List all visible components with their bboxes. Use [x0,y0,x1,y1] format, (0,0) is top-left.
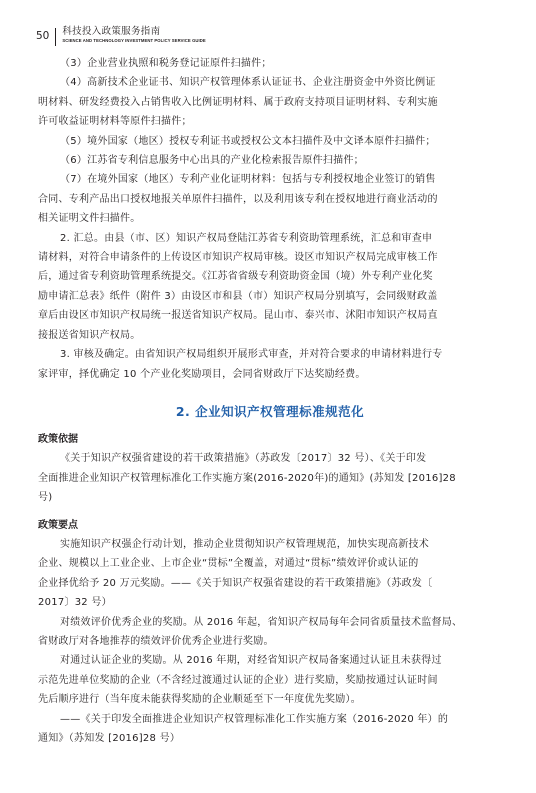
text-line: 省财政厅对各地推荐的绩效评价优秀企业进行奖励。 [38,635,274,647]
text-line: 2. 汇总。由县（市、区）知识产权局登陆江苏省专利资助管理系统，汇总和审查申 [60,232,433,244]
text-line: 企业、规模以上工业企业、上市企业“贯标”全覆盖，对通过“贯标”绩效评价或认证的 [38,558,419,570]
header-text [62,26,205,44]
text-line: （4）高新技术企业证书、知识产权管理体系认证证书、企业注册资金中外资比例证 [60,77,436,89]
text-line: 对通过认证企业的奖励。从 2016 年期，对经省知识产权局备案通过认证且未获得过 [60,655,442,667]
text-line: 章后由设区市知识产权局统一报送省知识产权局。昆山市、泰兴市、沭阳市知识产权局直 [38,310,438,322]
text-line: （5）境外国家（地区）授权专利证书或授权公文本扫描件及中文译本原件扫描件； [60,135,436,147]
text-line: 实施知识产权强企行动计划，推动企业贯彻知识产权管理规范，加快实现高新技术 [60,538,429,550]
policy-points-label: 政策要点 [38,519,78,531]
text-line: 通知》（苏知发 [2016]28 号） [38,733,181,744]
text-line: 企业择优给予 20 万元奖励。——《关于知识产权强省建设的若干政策措施》（苏政发〔 [38,577,433,589]
text-line: 号) [38,492,53,504]
policy-basis-label: 政策依据 [38,433,78,445]
text-line: 3. 审核及确定。由省知识产权局组织开展形式审查，并对符合要求的申请材料进行专 [60,349,443,361]
text-line: 《关于知识产权强省建设的若干政策措施》（苏政发〔2017〕32 号）、《关于印发 [60,453,427,465]
page-header [36,26,206,50]
text-line: （7）在境外国家（地区）专利产业化证明材料：包括与专利授权地企业签订的销售 [60,174,436,186]
running-title: 科技投入政策服务指南 [62,26,161,37]
text-line: 合同、专利产品出口授权地报关单原件扫描件，以及利用该专利在授权地进行商业活动的 [38,193,438,205]
section-heading: 2. 企业知识产权管理标准规范化 [175,403,365,419]
text-line: 励申请汇总表》纸件（附件 3）由设区市和县（市）知识产权局分别填写，会同级财政盖 [38,290,438,302]
text-line: 先后顺序进行（当年度未能获得奖励的企业顺延至下一年度优先奖励）。 [38,694,361,706]
header-divider [55,28,56,46]
text-line: 2017〕32 号） [38,597,112,609]
text-line: 示范先进单位奖励的企业（不含经过渡通过认证的企业）进行奖励，奖励按通过认证时间 [38,674,438,686]
text-line: 对绩效评价优秀企业的奖励。从 2016 年起，省知识产权局每年会同省质量技术监督局、 [60,616,463,628]
text-line: 全面推进企业知识产权管理标准化工作实施方案(2016-2020年)的通知》(苏知发 [2016]28 [38,472,456,484]
running-subtitle: SCIENCE AND TECHNOLOGY INVESTMENT POLICY SERVICE GUIDE [62,38,206,43]
text-line: ——《关于印发全面推进企业知识产权管理标准化工作实施方案（2016-2020 年）的 [60,713,449,725]
text-line: 明材料、研发经费投入占销售收入比例证明材料、属于政府支持项目证明材料、专利实施 [38,96,438,108]
text-line: （3）企业营业执照和税务登记证原件扫描件； [60,58,272,69]
text-line: 请材料，对符合申请条件的上传设区市知识产权局审核。设区市知识产权局完成审核工作 [38,252,438,264]
body-content [38,54,502,748]
page-number: 50 [36,30,50,42]
text-line: 后，通过省专利资助管理系统提交。《江苏省省级专利资助资金国（境）外专利产业化奖 [38,271,433,283]
text-line: 接报送省知识产权局。 [38,329,141,341]
text-line: 许可收益证明材料等原件扫描件； [38,116,192,128]
text-line: （6）江苏省专利信息服务中心出具的产业化检索报告原件扫描件； [60,155,364,167]
spacer [38,508,502,516]
text-line: 家评审，择优确定 10 个产业化奖励项目，会同省财政厅下达奖励经费。 [38,368,366,380]
text-line: 相关证明文件扫描件。 [38,213,141,225]
